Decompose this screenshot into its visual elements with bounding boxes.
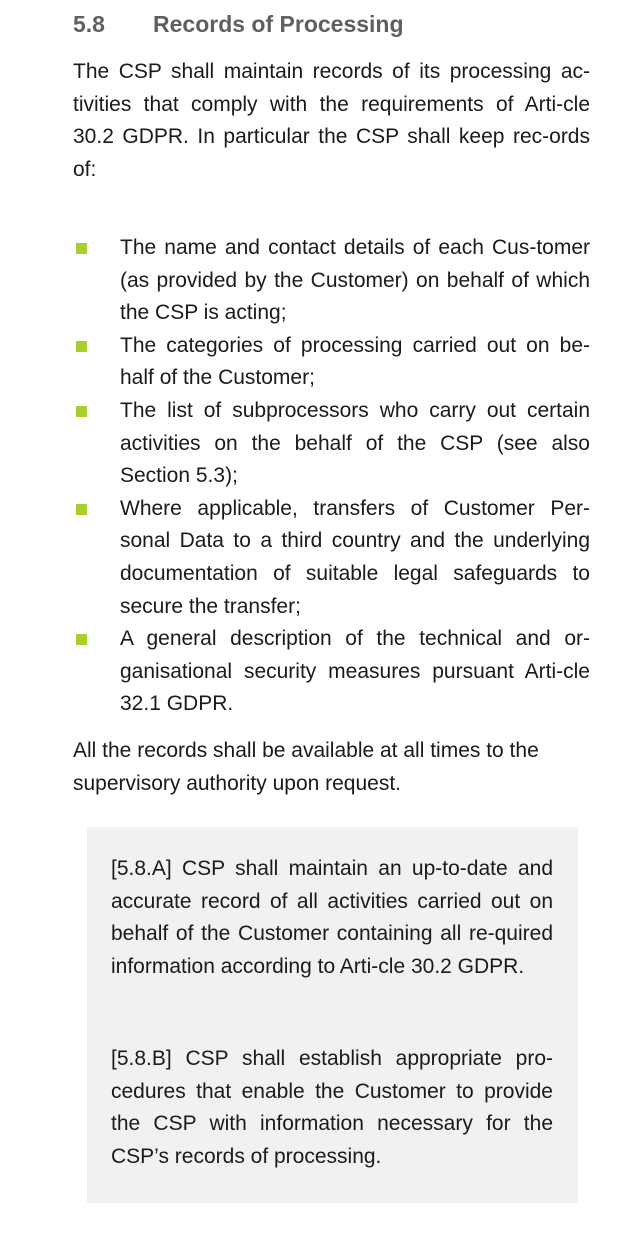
bullet-square-icon [76, 634, 87, 645]
bullet-square-icon [76, 341, 87, 352]
bullet-square-icon [76, 406, 87, 417]
outro-paragraph: All the records shall be available at all times to the supervisory authority upon request. [73, 739, 539, 795]
section-title: Records of Processing [153, 11, 404, 37]
requirement-5-8-a: [5.8.A] CSP shall maintain an up-to-date and accurate record of all activities carried out on behalf of the Customer containing all re-quired information according to Arti-cle 30.2 GDPR. [111, 857, 553, 978]
section-heading [73, 8, 404, 40]
list-item [73, 623, 590, 721]
bullet-square-icon [76, 504, 87, 515]
list-item [73, 330, 590, 395]
list-item [73, 395, 590, 493]
list-item-text: Where applicable, transfers of Customer Per-sonal Data to a third country and the underlying documentation of suitable legal safeguards to secure the transfer; [120, 496, 590, 618]
requirement-5-8-b: [5.8.B] CSP shall establish appropriate pro-cedures that enable the Customer to provide the CSP with information necessary for the CSP’s records of processing. [111, 1047, 553, 1168]
bullet-square-icon [76, 243, 87, 254]
intro-paragraph: The CSP shall maintain records of its processing ac-tivities that comply with the requirements of Arti-cle 30.2 GDPR. In particular the CSP shall keep rec-ords of: [73, 60, 590, 181]
list-item-text: The name and contact details of each Cus-tomer (as provided by the Customer) on behalf of which the CSP is acting; [120, 236, 590, 325]
list-item [73, 493, 590, 623]
list-item [73, 232, 590, 330]
list-item-text: The categories of processing carried out on be-half of the Customer; [120, 333, 590, 390]
list-item-text: The list of subprocessors who carry out certain activities on the behalf of the CSP (see also Section 5.3); [120, 398, 590, 488]
section-number: 5.8 [73, 11, 105, 37]
records-list [73, 232, 590, 721]
list-item-text: A general description of the technical and or-ganisational security measures pursuant Arti-cle 32.1 GDPR. [120, 627, 590, 716]
